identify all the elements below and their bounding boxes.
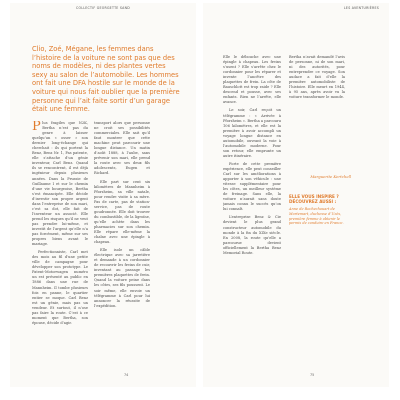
body-paragraph: Forte de cette première expérience, elle peut conseiller Carl sur les améliorations à apporter à son véhicule : une vitesse supplémentaire pour les côtes, un meilleur système de freinage. Sans elle, la voiture n’aurait sans doute jamais connu le succès qu’on lui connaît. [223, 161, 281, 212]
aside-text: Anne de Rochechouart de Mortemart, duchesse d’Uzès, première femme à obtenir le permis de conduire en France. [289, 207, 344, 226]
body-column-2 [94, 121, 150, 381]
body-column-1 [32, 121, 88, 381]
running-head-right: LES AVENTURIÈRES [343, 6, 379, 10]
page-number-left: 74 [124, 373, 129, 377]
body-paragraph: Perfectionniste, Carl met des mois au fil d’une petite ville de campagne pour développer son prototype. Le Patent-Motorwagen numéro un est présenté au public en 1886 dans une rue de Mannheim. Il tombe plusieurs fois en panne, le quartier entier se moque. Carl Benz est un génie, mais pas un vendeur. Et surtout, il n’ose pas faire la route. C’est à ce moment que Bertha, son épouse, décide d’agir. [32, 250, 88, 325]
body-paragraph: Elle le débouche avec une épingle à chapeau. Les freins s’usent ? Elle s’arrête chez le cordonnier pour les réparer et invente l’ancêtre des plaquettes de frein. La côte de Bauschlott est trop raide ? Elle descend et pousse, avec ses enfants. Rien ne l’arrête, elle avance. [223, 55, 281, 105]
left-page [10, 3, 196, 387]
body-column-4 [289, 55, 345, 175]
body-paragraph: transport alors que personne ne croit ses possibilités commerciales. Elle sait qu’il faut montrer que cette machine peut parcourir une longue distance. Un matin d’août 1888, à l’aube, sans prévenir son mari, elle prend la route avec ses deux fils adolescents, Eugen et Richard. [94, 121, 150, 176]
body-paragraph: Bertha n’avait demandé l’avis de personne, ni de son mari, ni des autorités, pour entreprendre ce voyage. Son audace a fait d’elle la première automobiliste de l’histoire. Elle meurt en 1944, à 95 ans, après avoir vu la voiture transformer le monde. [289, 55, 345, 100]
author-signature: Marguerite Kertchell [310, 174, 351, 179]
page-number-right: 75 [310, 373, 315, 377]
aside-title: ELLE VOUS INSPIRE ? DÉCOUVREZ AUSSI : [289, 194, 339, 204]
running-head-left: COLLECTIF GEORGETTE SAND [76, 6, 130, 10]
body-paragraph: Plus fragiles que N2K, Bertha n’est pas du genre à laisser quelqu’un « osser » son dernier long-échange qui cherchait : ils qui portent la Benz, Benz Nr. 1, Pas patente, elle s’attache d’un génie inventeur, Carl Benz. Quand ils se rencontrent, il est déjà ingénieur depuis plusieurs années. Dans la Prussie de Guillaume I et sur le chemin d’une vie bourgeoise, Bertha s’est émancipée. Elle décide d’investir son propre argent dans l’entreprise de son mari, c’est sa dot, elle fait de l’inventeur un associé. Elle prend les risques qu’il ne veut pas prendre lui-même, et investit de l’argent qu’elle n’a pas forcément, même sur ses propres biens avant le mariage. [32, 121, 88, 247]
body-column-3 [223, 55, 281, 375]
right-page [203, 3, 389, 387]
body-paragraph: L’entreprise Benz & Cie devient le plus grand constructeur automobile du monde à la fin du XIXe siècle. En 2008, la route qu’elle a parcourue devient officiellement la Bertha Benz Memorial Route. [223, 215, 281, 255]
body-paragraph: Le soir, Carl reçoit un télégramme : « Arrivée à Pforzheim ». Bertha a parcouru 106 kilomètres, et elle est la première à avoir accompli un voyage longue distance en automobile, ouvrant la voie à l’automobile moderne. Pour son retour, elle emprunte un autre itinéraire. [223, 108, 281, 158]
intro-paragraph: Clio, Zoé, Mégane, les femmes dans l’histoire de la voiture ne sont pas que des noms de modèles, ni des plantes vertes sexy au salon de l’automobile. Les hommes ont fait une DFA hostile sur le monde de la voiture qui nous fait oublier que la première personne qui l’ait faite sortir d’un garage était une femme. [32, 45, 180, 114]
body-paragraph: Elle part sur cent six kilomètres de Mannheim à Pforzheim, sa ville natale, pour rendre visite à sa mère. Pas de carte, pas de station-service, pas de route goudronnée. Elle doit trouver du combustible, de la ligroïne, qu’elle achète dans les pharmacies sur son chemin. Elle répare elle-même la chaîne avec une épingle à chapeau. [94, 179, 150, 245]
body-paragraph: Elle isole un câble électrique avec sa jarretière et demande à un cordonnier de recouvrir les freins de cuir, inventant au passage les premières plaquettes de frein. Quand la voiture peine dans les côtes, ses fils poussent. Le soir même, elle envoie un télégramme à Carl pour lui annoncer la réussite de l’expédition. [94, 248, 150, 308]
drop-cap: P [32, 121, 41, 134]
